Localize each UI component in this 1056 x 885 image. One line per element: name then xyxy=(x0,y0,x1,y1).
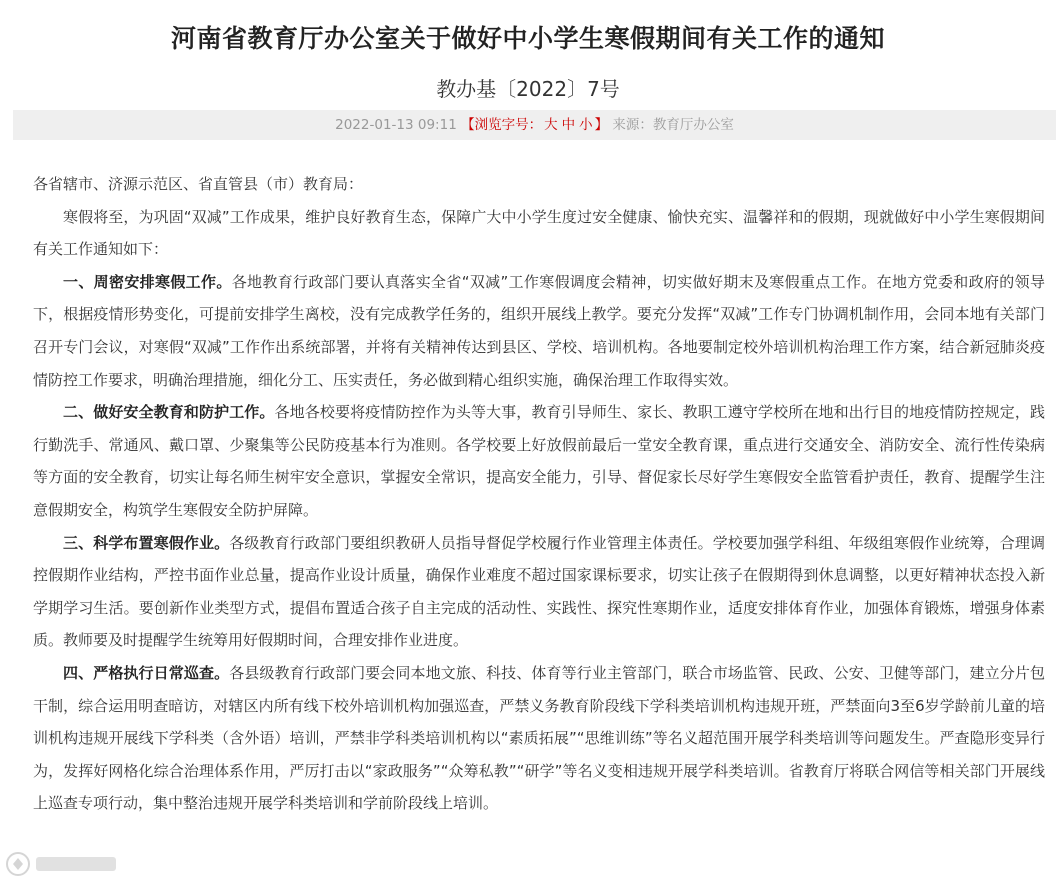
section-paragraph xyxy=(33,396,1045,526)
font-size-medium-button[interactable]: 中 xyxy=(561,117,576,133)
section-heading: 三、科学布置寒假作业。 xyxy=(63,533,230,552)
font-size-label-open: 【浏览字号： xyxy=(461,117,543,133)
source-label: 来源： xyxy=(612,117,653,133)
font-size-small-button[interactable]: 小 xyxy=(579,117,593,133)
font-size-large-button[interactable]: 大 xyxy=(544,117,558,133)
watermark-logo-icon xyxy=(4,846,124,882)
salutation: 各省辖市、济源示范区、省直管县（市）教育局： xyxy=(33,175,364,193)
source-value: 教育厅办公室 xyxy=(652,117,734,133)
section-heading: 二、做好安全教育和防护工作。 xyxy=(63,403,275,422)
section-heading: 一、周密安排寒假工作。 xyxy=(63,272,232,291)
page-title: 河南省教育厅办公室关于做好中小学生寒假期间有关工作的通知 xyxy=(170,24,885,53)
section-paragraph xyxy=(33,527,1045,657)
font-size-label-close: 】 xyxy=(594,117,609,133)
intro-paragraph: 寒假将至，为巩固“双减”工作成果，维护良好教育生态，保障广大中小学生度过安全健康、愉快充实、温馨祥和的假期，现就做好中小学生寒假期间有关工作通知如下： xyxy=(33,207,1045,259)
section-text: 各地教育行政部门要认真落实全省“双减”工作寒假调度会精神，切实做好期末及寒假重点工作。在地方党委和政府的领导下，根据疫情形势变化，可提前安排学生离校，没有完成教学任务的，组织开展线上教学。要充分发挥“双减”工作专门协调机制作用，会同本地有关部门召开专门会议，对寒假“双减”工作作出系统部署，并将有关精神传达到县区、学校、培训机构。各地要制定校外培训机构治理工作方案，结合新冠肺炎疫情防控工作要求，明确治理措施，细化分工、压实责任，务必做到精心组织实施，确保治理工作取得实效。 xyxy=(33,272,1045,389)
section-paragraph xyxy=(33,266,1045,396)
section-text: 各县级教育行政部门要会同本地文旅、科技、体育等行业主管部门，联合市场监管、民政、公安、卫健等部门，建立分片包干制，综合运用明查暗访，对辖区内所有线下校外培训机构加强巡查，严禁义务教育阶段线下学科类培训机构违规开班，严禁面向3至6岁学龄前儿童的培训机构违规开展线下学科类（含外语）培训，严禁非学科类培训机构以“素质拓展”“思维训练”等名义超范围开展学科类培训等问题发生。严查隐形变异行为，发挥好网格化综合治理体系作用，严厉打击以“家政服务”“众筹私教”“研学”等名义变相违规开展学科类培训。省教育厅将联合网信等相关部门开展线上巡查专项行动，集中整治违规开展学科类培训和学前阶段线上培训。 xyxy=(33,663,1045,813)
article-body xyxy=(33,168,1045,820)
section-text: 各地各校要将疫情防控作为头等大事，教育引导师生、家长、教职工遵守学校所在地和出行目的地疫情防控规定，践行勤洗手、常通风、戴口罩、少聚集等公民防疫基本行为准则。各学校要上好放假前最后一堂安全教育课，重点进行交通安全、消防安全、流行性传染病等方面的安全教育，切实让每名师生树牢安全意识，掌握安全常识，提高安全能力，引导、督促家长尽好学生寒假安全监管看护责任，教育、提醒学生注意假期安全，构筑学生寒假安全防护屏障。 xyxy=(33,403,1045,519)
section-text: 各级教育行政部门要组织教研人员指导督促学校履行作业管理主体责任。学校要加强学科组、年级组寒假作业统筹，合理调控假期作业结构，严控书面作业总量，提高作业设计质量，确保作业难度不超过国家课标要求，切实让孩子在假期得到休息调整，以更好精神状态投入新学期学习生活。要创新作业类型方式，提倡布置适合孩子自主完成的活动性、实践性、探究性寒期作业，适度安排体育作业，加强体育锻炼，增强身体素质。教师要及时提醒学生统筹用好假期时间，合理安排作业进度。 xyxy=(33,533,1045,650)
publish-datetime: 2022-01-13 09:11 xyxy=(335,117,457,133)
article-meta-bar xyxy=(13,110,1056,140)
section-heading: 四、严格执行日常巡查。 xyxy=(63,663,230,682)
section-paragraph xyxy=(33,657,1045,820)
document-number: 教办基〔2022〕7号 xyxy=(436,77,620,101)
